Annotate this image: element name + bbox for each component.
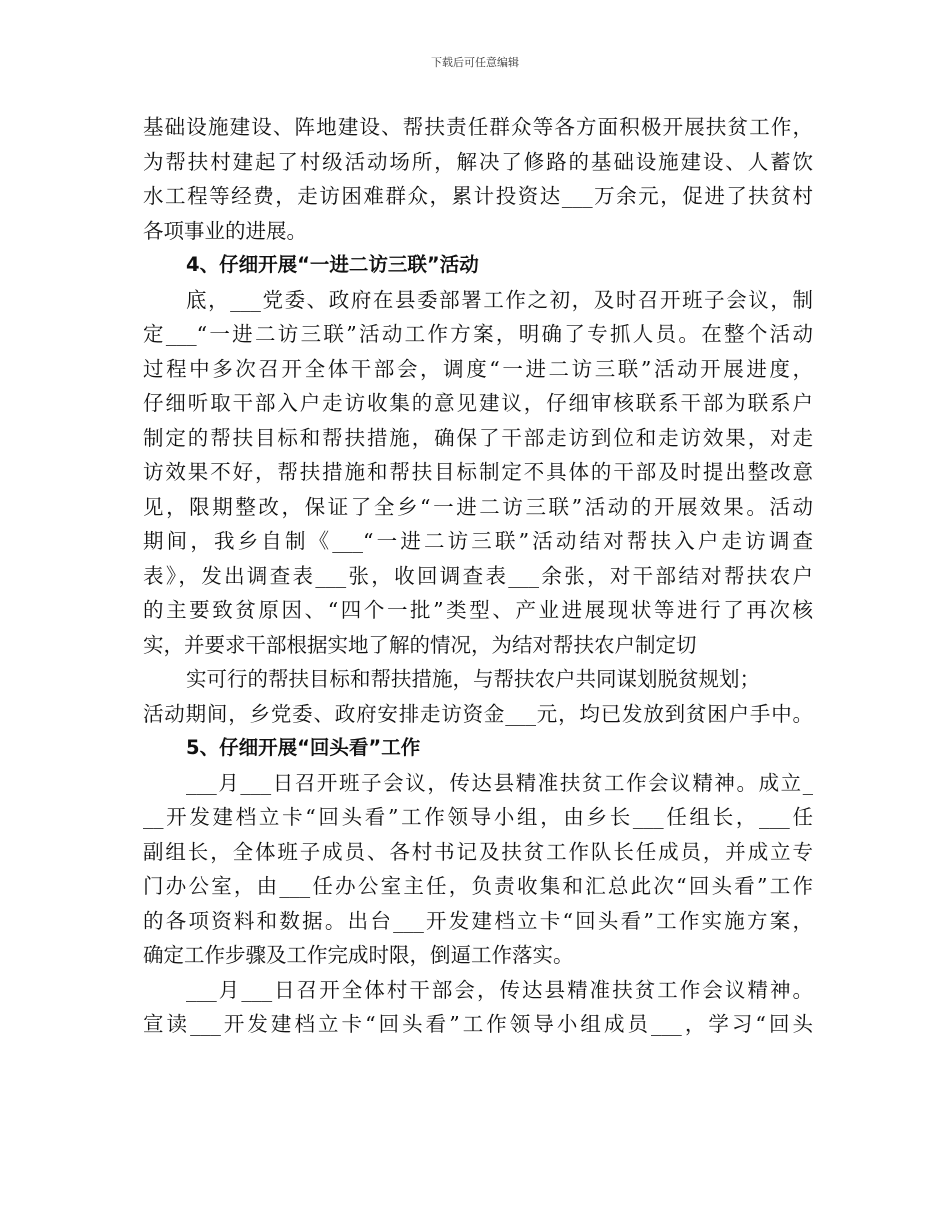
paragraph-line: 的各项资料和数据。出台___开发建档立卡“回头看”工作实施方案， <box>143 908 813 933</box>
paragraph-line: 基础设施建设、阵地建设、帮扶责任群众等各方面积极开展扶贫工作， <box>143 115 813 139</box>
paragraph-line: 水工程等经费，走访困难群众，累计投资达___万余元，促进了扶贫村 <box>143 184 813 208</box>
paragraph-line: __开发建档立卡“回头看”工作领导小组，由乡长___任组长，___任 <box>143 805 813 829</box>
paragraph-line: 仔细听取干部入户走访收集的意见建议，仔细审核联系干部为联系户 <box>143 391 813 415</box>
paragraph-line: 为帮扶村建起了村级活动场所，解决了修路的基础设施建设、人蓄饮 <box>143 149 813 174</box>
paragraph-line: 见，限期整改，保证了全乡“一进二访三联”活动的开展效果。活动 <box>143 494 813 519</box>
paragraph-line: 宣读___开发建档立卡“回头看”工作领导小组成员___，学习“回头 <box>143 1012 813 1036</box>
paragraph-line: 的主要致贫原因、“四个一批”类型、产业进展现状等进行了再次核 <box>143 598 813 622</box>
paragraph-line: ___月___日召开全体村干部会，传达县精准扶贫工作会议精神。 <box>186 977 813 1002</box>
paragraph-line: 期间，我乡自制《___“一进二访三联”活动结对帮扶入户走访调查 <box>143 529 813 553</box>
paragraph-line: 各项事业的进展。 <box>143 218 307 243</box>
paragraph-line: 表》，发出调查表___张，收回调查表___余张，对干部结对帮扶农户 <box>143 563 813 588</box>
paragraph-line: 确定工作步骤及工作完成时限，倒逼工作落实。 <box>143 943 574 967</box>
paragraph-line: 实可行的帮扶目标和帮扶措施，与帮扶农户共同谋划脱贫规划； <box>186 667 760 691</box>
paragraph-line: ___月___日召开班子会议，传达县精准扶贫工作会议精神。成立_ <box>186 770 813 795</box>
document-body <box>143 110 813 1042</box>
paragraph-line: 访效果不好，帮扶措施和帮扶目标制定不具体的干部及时提出整改意 <box>143 460 813 484</box>
paragraph-line: 门办公室，由___任办公室主任，负责收集和汇总此次“回头看”工作 <box>143 874 813 898</box>
section-heading: 4、仔细开展“一进二访三联”活动 <box>186 253 479 276</box>
paragraph-line: 定___“一进二访三联”活动工作方案，明确了专抓人员。在整个活动 <box>143 322 813 346</box>
paragraph-line: 底，___党委、政府在县委部署工作之初，及时召开班子会议，制 <box>186 287 813 312</box>
page-header: 下载后可任意编辑 <box>431 56 519 69</box>
section-heading: 5、仔细开展“回头看”工作 <box>186 736 421 759</box>
paragraph-line: 副组长，全体班子成员、各村书记及扶贫工作队长任成员，并成立专 <box>143 839 813 864</box>
paragraph-line: 实，并要求干部根据实地了解的情况，为结对帮扶农户制定切 <box>143 632 697 657</box>
paragraph-line: 过程中多次召开全体干部会，调度“一进二访三联”活动开展进度， <box>143 356 813 381</box>
paragraph-line: 制定的帮扶目标和帮扶措施，确保了干部走访到位和走访效果，对走 <box>143 425 813 450</box>
paragraph-line: 活动期间，乡党委、政府安排走访资金___元，均已发放到贫困户手中。 <box>143 701 813 726</box>
